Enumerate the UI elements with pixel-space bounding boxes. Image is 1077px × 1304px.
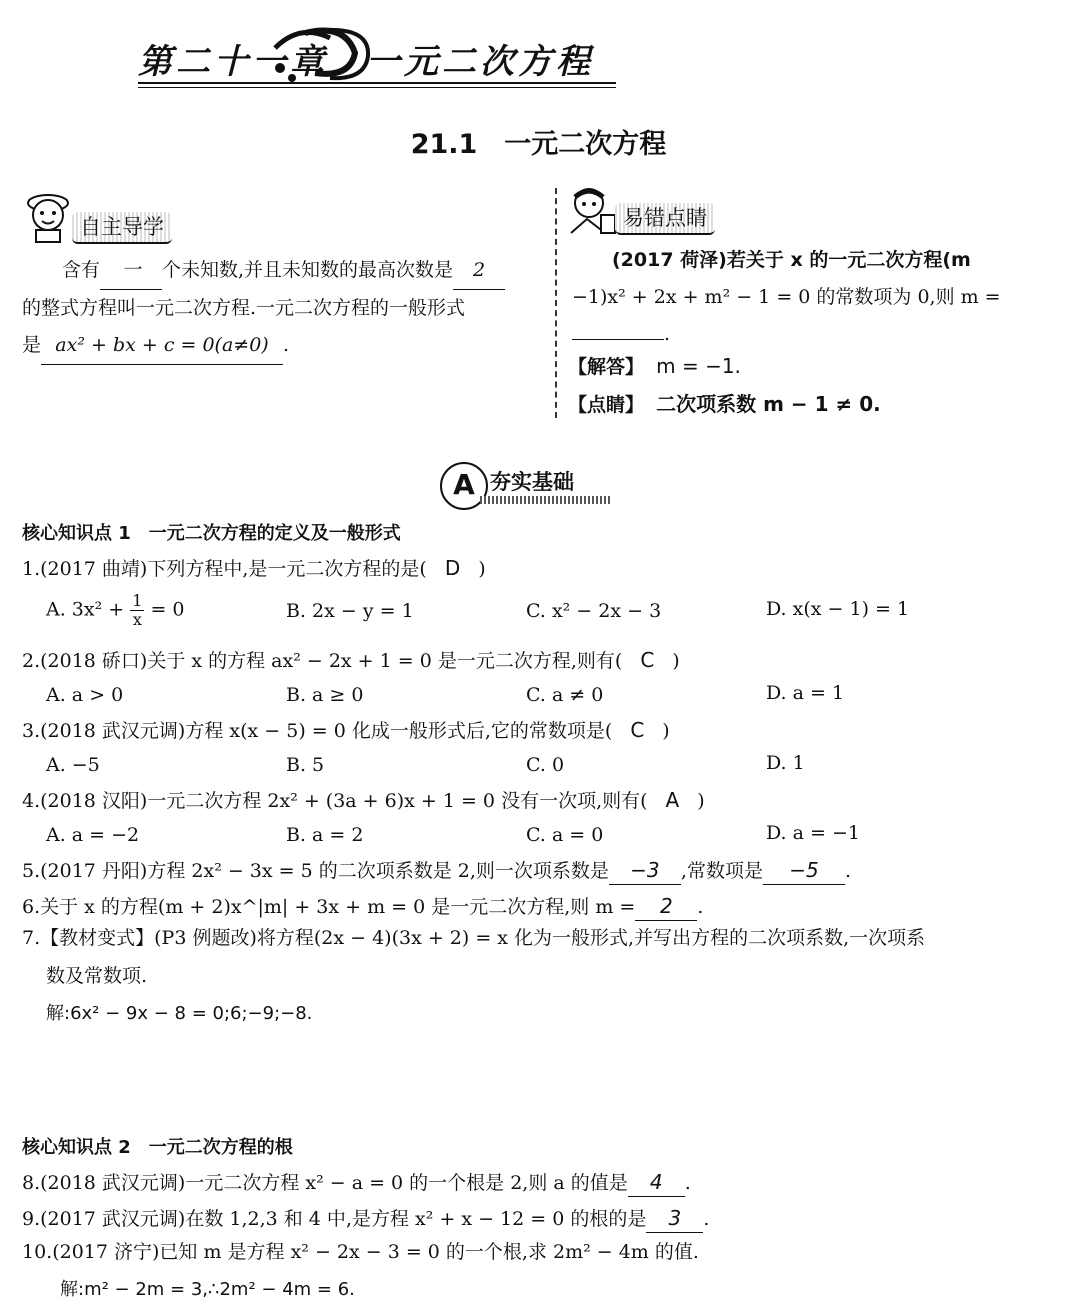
q7-line1: 7.【教材变式】(P3 例题改)将方程(2x − 4)(3x + 2) = x 化为一般形式,并写出方程的二次项系数,一次项系 (22, 927, 926, 949)
q1-answer: D (444, 556, 461, 580)
q2-option-d: D. a = 1 (766, 682, 845, 704)
q4-option-d: D. a = −1 (766, 822, 860, 844)
error-tips-note: 【点睛】 二次项系数 m − 1 ≠ 0. (568, 392, 881, 416)
error-tips-answer: 【解答】 m = −1. (568, 354, 741, 378)
chapter-rule-thin (138, 87, 616, 88)
blank-degree: 2 (453, 252, 505, 290)
self-study-badge: 自主导学 (72, 212, 172, 244)
error-tips-blank (572, 339, 664, 340)
q2-stem: 2.(2018 硚口)关于 x 的方程 ax² − 2x + 1 = 0 是一元二次方程,则有( C ) (22, 648, 680, 672)
q6-stem: 6.关于 x 的方程(m + 2)x^|m| + 3x + m = 0 是一元二次方程,则 m = 2 . (22, 892, 703, 921)
q4-option-a: A. a = −2 (46, 824, 140, 846)
q10-stem: 10.(2017 济宁)已知 m 是方程 x² − 2x − 3 = 0 的一个根,求 2m² − 4m 的值. (22, 1241, 699, 1263)
q5-stem: 5.(2017 丹阳)方程 2x² − 3x = 5 的二次项系数是 2,则一次项系数是 −3 ,常数项是 −5 . (22, 856, 851, 885)
thinking-student-icon (565, 185, 619, 237)
q3-option-d: D. 1 (766, 752, 805, 774)
q9-blank: 3 (646, 1204, 703, 1233)
q8-blank: 4 (628, 1168, 685, 1197)
q1-option-c: C. x² − 2x − 3 (526, 600, 662, 622)
q9-stem: 9.(2017 武汉元调)在数 1,2,3 和 4 中,是方程 x² + x − 12 = 0 的根的是 3 . (22, 1204, 709, 1233)
q1-option-b: B. 2x − y = 1 (286, 600, 414, 622)
q3-answer: C (630, 718, 645, 742)
q3-option-a: A. −5 (46, 754, 100, 776)
self-study-paragraph: 含有 一 个未知数,并且未知数的最高次数是 2 的整式方程叫一元二次方程.一元二次方程的一般形式 是 ax² + bx + c = 0(a≠0) . (22, 252, 552, 365)
q7-solution: 解:6x² − 9x − 8 = 0;6;−9;−8. (46, 1003, 313, 1024)
q5-blank-linear: −3 (609, 856, 681, 885)
q3-option-b: B. 5 (286, 754, 325, 776)
q1-option-a: A. 3x² + $\frac{1}{x}$ = 0 (46, 591, 185, 629)
chapter-rule (138, 82, 616, 84)
column-divider (555, 188, 557, 418)
q4-answer: A (665, 788, 680, 812)
student-mascot-icon (22, 185, 74, 243)
q10-solution: 解:m² − 2m = 3,∴2m² − 4m = 6. (60, 1279, 355, 1300)
q1-stem: 1.(2017 曲靖)下列方程中,是一元二次方程的是( D ) (22, 556, 486, 580)
section-title: 21.1 一元二次方程 (410, 129, 667, 160)
blank-general-form: ax² + bx + c = 0(a≠0) (41, 327, 283, 365)
q4-option-c: C. a = 0 (526, 824, 604, 846)
fraction: $\frac{1}{x}$ (132, 591, 143, 629)
section-a-label: 夯实基础 (490, 470, 574, 494)
q1-option-d: D. x(x − 1) = 1 (766, 598, 910, 620)
error-tips-badge: 易错点睛 (615, 203, 715, 235)
q3-stem: 3.(2018 武汉元调)方程 x(x − 5) = 0 化成一般形式后,它的常数项是( C ) (22, 718, 670, 742)
q5-blank-constant: −5 (763, 856, 845, 885)
error-tips-question: (2017 荷泽)若关于 x 的一元二次方程(m −1)x² + 2x + m² − 1 = 0 的常数项为 0,则 m = . (572, 249, 1001, 345)
chapter-title: 第二十一章 一元二次方程 (138, 42, 594, 82)
q3-option-c: C. 0 (526, 754, 565, 776)
kp2-title: 核心知识点 2 一元二次方程的根 (22, 1137, 293, 1158)
q6-blank: 2 (635, 892, 697, 921)
q2-option-b: B. a ≥ 0 (286, 684, 364, 706)
q8-stem: 8.(2018 武汉元调)一元二次方程 x² − a = 0 的一个根是 2,则 a 的值是 4 . (22, 1168, 691, 1197)
blank-unknowns: 一 (100, 252, 162, 290)
q7-line2: 数及常数项. (46, 965, 148, 987)
q2-option-a: A. a > 0 (46, 684, 124, 706)
section-a-underline (480, 496, 610, 504)
q2-option-c: C. a ≠ 0 (526, 684, 604, 706)
q4-stem: 4.(2018 汉阳)一元二次方程 2x² + (3a + 6)x + 1 = 0 没有一次项,则有( A ) (22, 788, 705, 812)
section-a-circle: A (440, 462, 488, 510)
q4-option-b: B. a = 2 (286, 824, 364, 846)
q2-answer: C (640, 648, 655, 672)
kp1-title: 核心知识点 1 一元二次方程的定义及一般形式 (22, 523, 401, 544)
